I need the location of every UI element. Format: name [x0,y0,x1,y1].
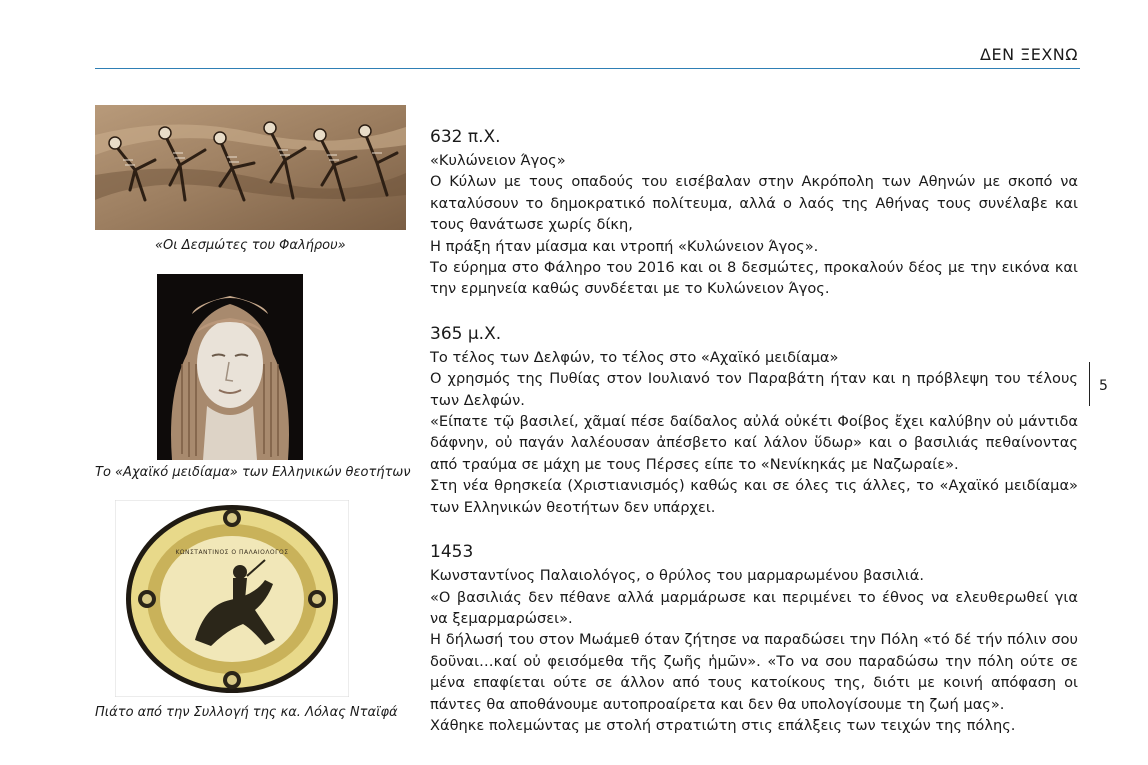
relief-skeletons-image [95,105,406,230]
section-year: 1453 [430,542,474,563]
page-side-rule [1089,362,1090,406]
section-line: Ο Κύλων με τους οπαδούς του εισέβαλαν στην Ακρόπολη των Αθηνών με σκοπό να καταλύσουν το δημοκρατικό πολίτευμα, αλλά ο λαός της Αθήνας τους συνέλαβε και τους θανάτωσε χωρίς δίκη, [430,173,1078,234]
section-line: Η δήλωσή του στον Μωάμεθ όταν ζήτησε να παραδώσει την Πόλη «τό δέ τήν πόλιν σου δοῦναι…καί οὐ φεισόμεθα τῆς ζωῆς ἡμῶν». «Το να σου παραδώσω την πόλη ούτε σε μένα επαφίεται ούτε σε άλλον από τους κατοίκους της, διότι με κοινή απόφαση οι πάντες θα αποθάνουμε αυτοπροαίρετα και δεν θα υπολογίσουμε τη ζωή μας». [430,631,1078,713]
section-line: «Ο βασιλιάς δεν πέθανε αλλά μαρμάρωσε και περιμένει το έθνος να ελευθερωθεί για να ξεμαρμαρώσει». [430,588,1078,627]
section-632bc [430,124,1078,300]
header-rule [95,68,1080,69]
section-line: Το τέλος των Δελφών, το τέλος στο «Αχαϊκό μειδίαμα» [430,348,839,366]
section-year: 365 μ.Χ. [430,323,502,344]
page-number: 5 [1099,378,1108,394]
section-year: 632 π.Χ. [430,127,501,147]
section-line: Χάθηκε πολεμώντας με στολή στρατιώτη στις επάλξεις των τειχών της πόλης. [430,716,1016,734]
figure-caption: Πιάτο από την Συλλογή της κα. Λόλας Νταϊφά [95,705,398,720]
main-text [430,124,1078,757]
section-line: «Κυλώνειον Άγος» [430,152,566,169]
commemorative-plate-image [115,500,349,697]
header-title: ΔΕΝ ΞΕΧΝΩ [980,45,1078,64]
section-line: Το εύρημα στο Φάληρο του 2016 και οι 8 δεσμώτες, προκαλούν δέος με την εικόνα και την ερμηνεία καθώς συνδέεται με το Κυλώνειον Άγος. [430,259,1078,298]
section-line: Η πράξη ήταν μίασμα και ντροπή «Κυλώνειον Άγος». [430,237,819,255]
figure-caption: «Οι Δεσμώτες του Φαλήρου» [155,238,346,253]
kore-statue-image [157,274,303,460]
figure-caption: Το «Αχαϊκό μειδίαμα» των Ελληνικών θεοτήτων [95,465,411,480]
section-line: «Είπατε τῷ βασιλεί, χᾶμαί πέσε δαίδαλος αὐλά οὐκέτι Φοίβος ἔχει καλύβην οὐ μάντιδα δάφνην, οὐ παγάν λαλέουσαν ἀπέσβετο καί λάλον ὕδωρ» και ο βασιλιάς πεθαίνοντας από τραύμα σε μάχη με τους Πέρσες είπε το «Νενίκηκάς με Ναζωραίε». [430,413,1078,473]
section-line: Στη νέα θρησκεία (Χριστιανισμός) καθώς και σε όλες τις άλλες, το «Αχαϊκό μειδίαμα» των Ελληνικών θεοτήτων δεν υπάρχει. [430,477,1078,516]
section-line: Κωνσταντίνος Παλαιολόγος, ο θρύλος του μαρμαρωμένου βασιλιά. [430,567,925,585]
section-line: Ο χρησμός της Πυθίας στον Ιουλιανό τον Παραβάτη ήταν και η πρόβλεψη του τέλους των Δελφών. [430,370,1078,409]
section-365ad [430,321,1078,518]
plate-inscription: ΚΩΝΣΤΑΝΤΙΝΟΣ Ο ΠΑΛΑΙΟΛΟΓΟΣ [175,549,289,556]
section-1453 [430,539,1078,736]
